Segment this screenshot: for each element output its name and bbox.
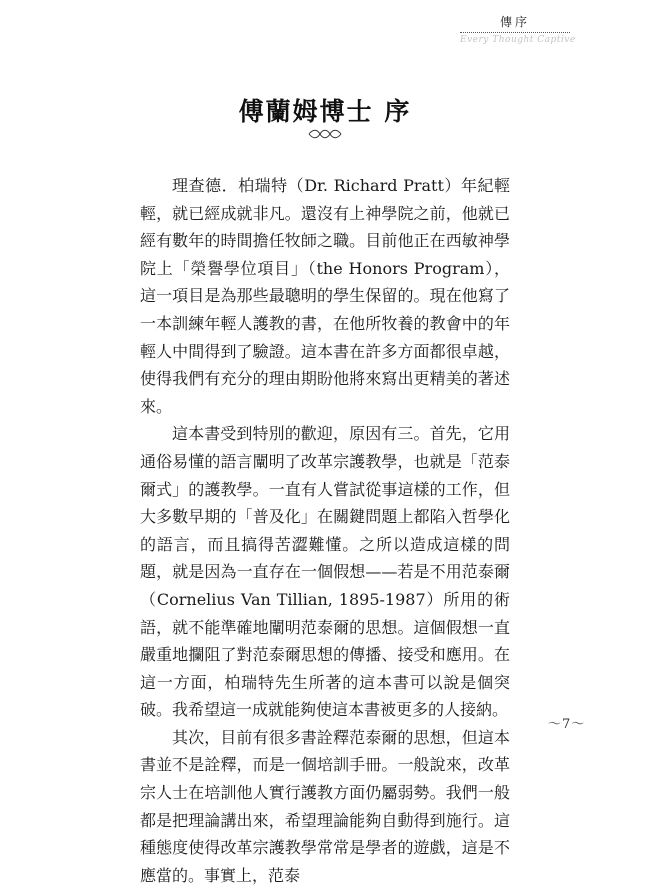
page-number: ～7～ [548, 717, 586, 732]
chapter-title: 傅蘭姆博士 序 [238, 97, 412, 126]
body-text [140, 172, 510, 889]
scroll-ornament-icon [307, 128, 343, 140]
running-head [460, 14, 576, 45]
running-head-title: 傳序 [499, 15, 530, 29]
paragraph-3: 其次，目前有很多書詮釋范泰爾的思想，但這本書並不是詮釋，而是一個培訓手冊。一般說來，改革宗人士在培訓他人實行護教方面仍屬弱勢。我們一般都是把理論講出來，希望理論能夠自動得到施行。這種態度使得改革宗護教學常常是學者的遊戲，這是不應當的。事實上，范泰 [140, 727, 510, 885]
running-head-subtitle: Every Thought Captive [460, 35, 576, 45]
running-head-rule [460, 32, 570, 33]
paragraph-2: 這本書受到特別的歡迎，原因有三。首先，它用通俗易懂的語言闡明了改革宗護教學，也就是「范泰爾式」的護教學。一直有人嘗試從事這樣的工作，但大多數早期的「普及化」在關鍵問題上都陷入哲學化的語言，而且搞得苦澀難懂。之所以造成這樣的問題，就是因為一直存在一個假想——若是不用范泰爾（Cornelius Van Tillian, 1895-1987）所用的術語，就不能準確地闡明范泰爾的思想。這個假想一直嚴重地攔阻了對范泰爾思想的傳播、接受和應用。在這一方面，柏瑞特先生所著的這本書可以說是個突破。我希望這一成就能夠使這本書被更多的人接納。 [140, 424, 510, 720]
paragraph-1: 理查德．柏瑞特（Dr. Richard Pratt）年紀輕輕，就已經成就非凡。還沒有上神學院之前，他就已經有數年的時間擔任牧師之職。目前他正在西敏神學院上「榮譽學位項目」（the Honors Program），這一項目是為那些最聰明的學生保留的。現在他寫了一本訓練年輕人護教的書，在他所牧養的教會中的年輕人中間得到了驗證。這本書在許多方面都很卓越，使得我們有充分的理由期盼他將來寫出更精美的著述來。 [140, 176, 510, 416]
